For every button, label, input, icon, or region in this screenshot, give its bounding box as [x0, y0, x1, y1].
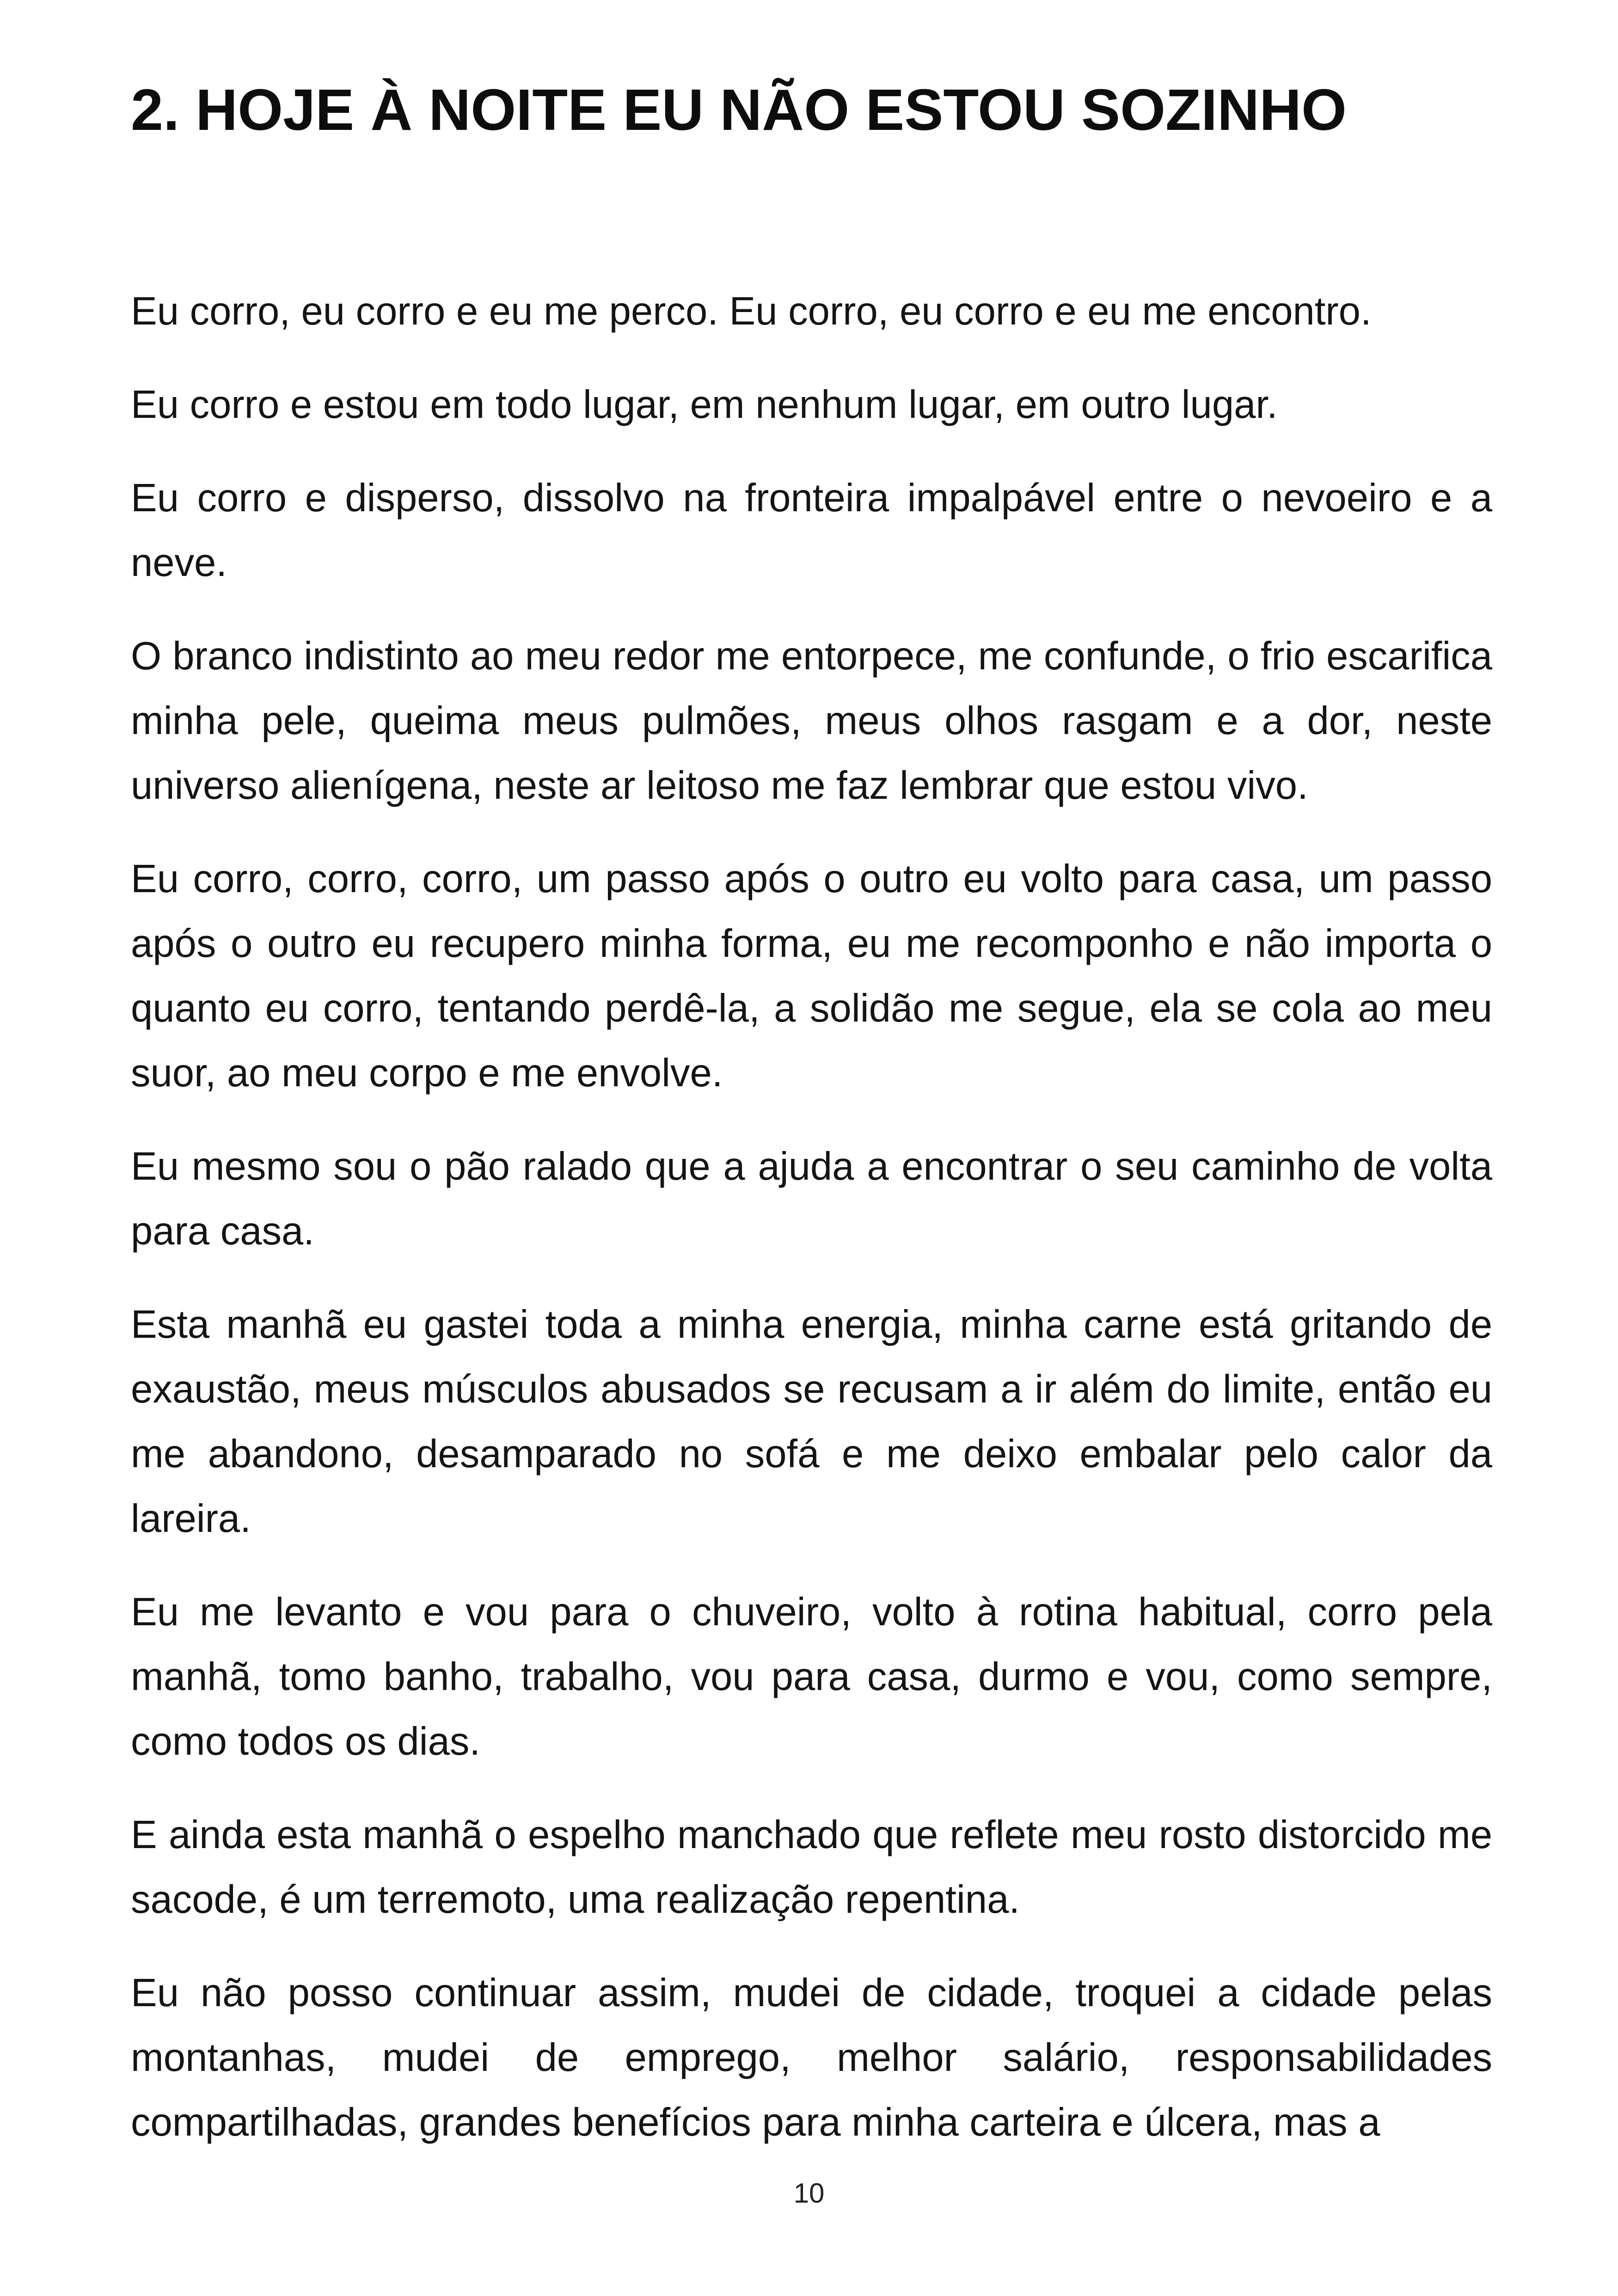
paragraph: Eu corro e disperso, dissolvo na fronteira impalpável entre o nevoeiro e a neve. [131, 476, 1492, 585]
paragraph: Eu me levanto e vou para o chuveiro, volto à rotina habitual, corro pela manhã, tomo banho, trabalho, vou para casa, durmo e vou, como sempre, como todos os dias. [131, 1590, 1492, 1763]
paragraph: E ainda esta manhã o espelho manchado que reflete meu rosto distorcido me sacode, é um terremoto, uma realização repentina. [131, 1813, 1492, 1922]
paragraph: Eu corro e estou em todo lugar, em nenhum lugar, em outro lugar. [131, 383, 1278, 427]
chapter-title: 2. HOJE À NOITE EU NÃO ESTOU SOZINHO [131, 77, 1347, 142]
paragraph: Esta manhã eu gastei toda a minha energia, minha carne está gritando de exaustão, meus músculos abusados se recusam a ir além do limite, então eu me abandono, desamparado no sofá e me deixo embalar pelo calor da lareira. [131, 1303, 1492, 1541]
paragraph: Eu mesmo sou o pão ralado que a ajuda a encontrar o seu caminho de volta para casa. [131, 1145, 1492, 1253]
chapter-body [131, 279, 1492, 2184]
paragraph: Eu não posso continuar assim, mudei de cidade, troquei a cidade pelas montanhas, mudei de emprego, melhor salário, responsabilidades compartilhadas, grandes benefícios para minha carteira e úlcera, mas a [131, 1971, 1492, 2144]
paragraph: Eu corro, corro, corro, um passo após o outro eu volto para casa, um passo após o outro eu recupero minha forma, eu me recomponho e não importa o quanto eu corro, tentando perdê-la, a solidão me segue, ela se cola ao meu suor, ao meu corpo e me envolve. [131, 857, 1492, 1095]
paragraph: Eu corro, eu corro e eu me perco. Eu corro, eu corro e eu me encontro. [131, 289, 1372, 333]
paragraph: O branco indistinto ao meu redor me entorpece, me confunde, o frio escarifica minha pele, queima meus pulmões, meus olhos rasgam e a dor, neste universo alienígena, neste ar leitoso me faz lembrar que estou vivo. [131, 634, 1492, 808]
page-number: 10 [793, 2178, 825, 2209]
